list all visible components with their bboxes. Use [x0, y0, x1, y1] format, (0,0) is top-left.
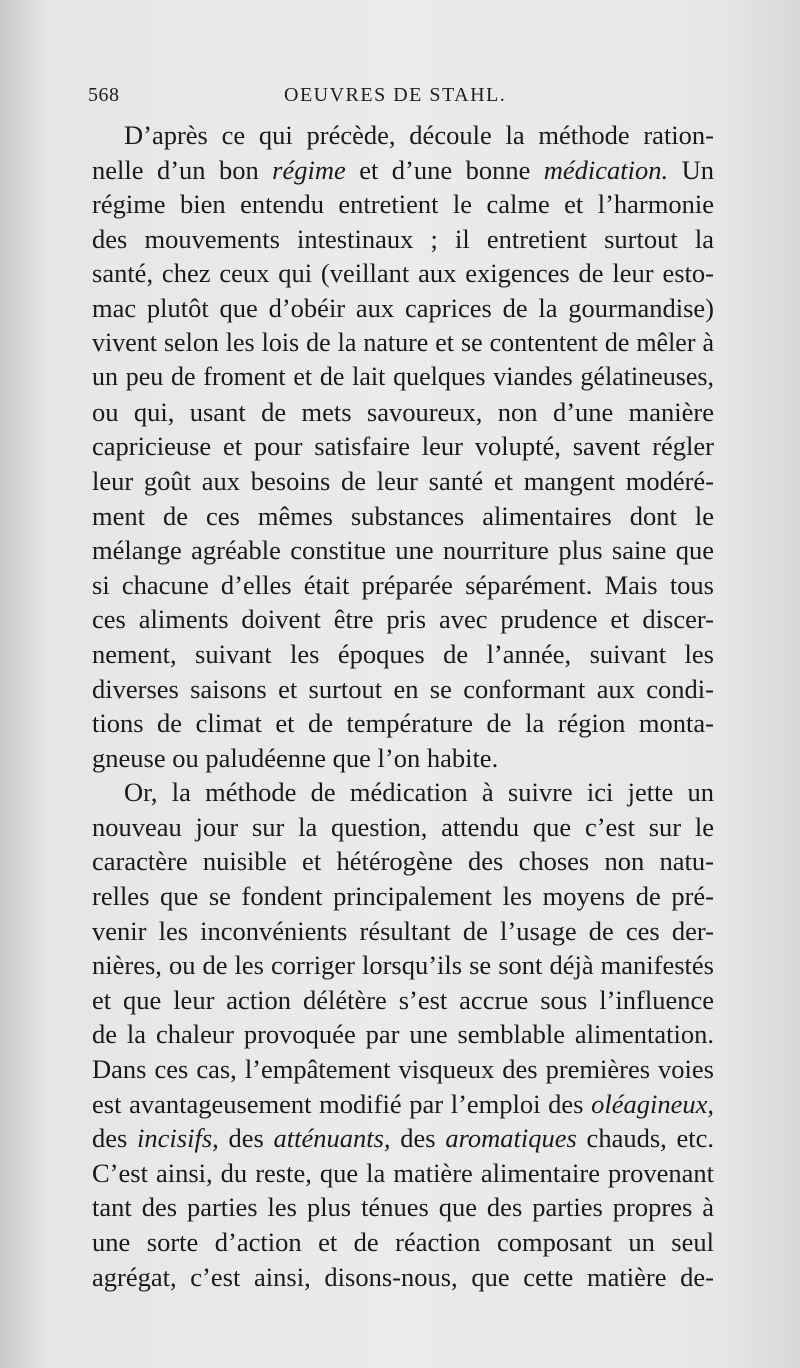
- text-line: mélange agréable constitue une nourriture plus saine que: [92, 535, 714, 566]
- text-line: C’est ainsi, du reste, que la matière alimentaire provenant: [92, 1157, 714, 1188]
- text-line: une sorte d’action et de réaction composant un seul: [92, 1227, 714, 1257]
- text-line: mac plutôt que d’obéir aux caprices de la gourmandise): [92, 292, 714, 323]
- text-line: gneuse ou paludéenne que l’on habite.: [92, 742, 499, 773]
- text-line: tions de climat et de température de la région monta-: [92, 708, 714, 739]
- text-line: nement, suivant les époques de l’année, suivant les: [92, 638, 714, 669]
- text-line: capricieuse et pour satisfaire leur volupté, savent régler: [92, 431, 714, 462]
- text-line: venir les inconvénients résultant de l’usage de ces der-: [92, 915, 714, 946]
- running-title: OEUVRES DE STAHL.: [284, 84, 507, 106]
- text-line: si chacune d’elles était préparée séparément. Mais tous: [92, 569, 714, 600]
- text-line: leur goût aux besoins de leur santé et mangent modéré-: [92, 465, 714, 496]
- body-text: [92, 118, 714, 1294]
- text-line: de la chaleur provoquée par une semblable alimentation.: [92, 1019, 714, 1050]
- text-line: D’après ce qui précède, découle la méthode ration-: [124, 120, 714, 150]
- text-line: relles que se fondent principalement les moyens de pré-: [92, 881, 714, 912]
- text-line: des incisifs, des atténuants, des aromatiques chauds, etc.: [92, 1123, 714, 1154]
- text-line: régime bien entendu entretient le calme et l’harmonie: [92, 189, 714, 220]
- text-line: et que leur action délétère s’est accrue sous l’influence: [92, 984, 714, 1015]
- text-line: nouveau jour sur la question, attendu que c’est sur le: [92, 811, 714, 842]
- text-line: des mouvements intestinaux ; il entretient surtout la: [92, 223, 714, 254]
- text-line: vivent selon les lois de la nature et se contentent de mêler à: [92, 327, 714, 357]
- text-line: santé, chez ceux qui (veillant aux exigences de leur esto-: [92, 258, 714, 289]
- text-line: nelle d’un bon régime et d’une bonne médication. Un: [92, 154, 714, 185]
- text-line: est avantageusement modifié par l’emploi des oléagineux,: [92, 1088, 714, 1119]
- page-number: 568: [88, 84, 120, 106]
- text-line: diverses saisons et surtout en se conformant aux condi-: [92, 673, 714, 704]
- text-line: ou qui, usant de mets savoureux, non d’une manière: [92, 396, 714, 427]
- text-line: ces aliments doivent être pris avec prudence et discer-: [92, 604, 714, 635]
- text-line: un peu de froment et de lait quelques viandes gélatineuses,: [92, 362, 714, 392]
- page-header: [88, 84, 714, 114]
- text-line: Dans ces cas, l’empâtement visqueux des premières voies: [92, 1054, 714, 1085]
- text-line: ment de ces mêmes substances alimentaires dont le: [92, 500, 714, 531]
- text-line: caractère nuisible et hétérogène des choses non natu-: [92, 846, 714, 877]
- text-line: Or, la méthode de médication à suivre ici jette un: [124, 777, 714, 808]
- text-line: agrégat, c’est ainsi, disons-nous, que cette matière de-: [92, 1261, 714, 1292]
- text-line: tant des parties les plus ténues que des parties propres à: [92, 1192, 714, 1223]
- text-line: nières, ou de les corriger lorsqu’ils se sont déjà manifestés: [92, 950, 714, 981]
